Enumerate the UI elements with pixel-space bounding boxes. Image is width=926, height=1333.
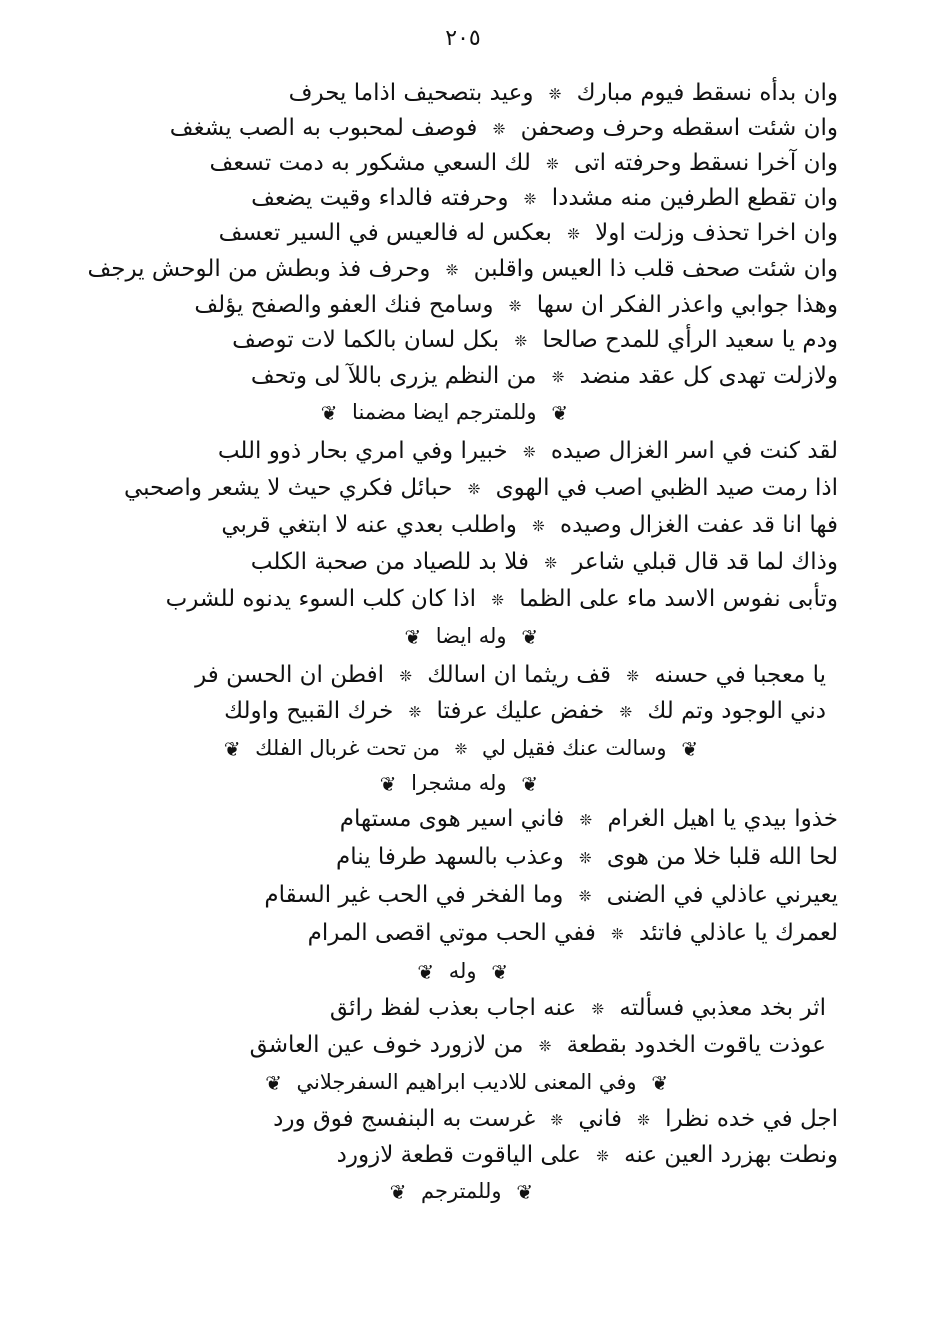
verse-line: [224, 696, 826, 727]
verse-first-hemistich: وان اخرا تحذف وزلت اولا: [595, 220, 838, 246]
verse-line: [336, 842, 838, 873]
verse-line: [209, 148, 838, 179]
heading-text: وللمترجم ايضا مضمنا: [352, 400, 537, 424]
verse-second-hemistich: وحرف فذ وبطش من الوحش يرجف: [87, 256, 431, 282]
verse-line: [264, 880, 838, 911]
star-separator-icon: ❊: [611, 924, 624, 943]
verse-third-part: افطن ان الحسن فر: [195, 662, 385, 688]
star-separator-icon: ❊: [399, 666, 412, 685]
ornament-right-icon: ❦: [521, 772, 538, 796]
verse-line: [166, 584, 838, 615]
section-heading: [396, 621, 546, 652]
verse-second-hemistich: لك السعي مشكور به دمت تسعف: [209, 150, 531, 176]
verse-line: [232, 325, 838, 356]
verse-first-hemistich: ولازلت تهدى كل عقد منضد: [579, 363, 838, 389]
verse-first-hemistich: وذاك لما قد قال قبلي شاعر: [572, 549, 838, 575]
verse-first-hemistich: يعيرني عاذلي في الضنى: [606, 882, 838, 908]
ornament-left-icon: ❦: [223, 737, 241, 761]
verse-line: [250, 1030, 826, 1061]
verse-line: [195, 660, 826, 691]
section-heading: [409, 956, 516, 987]
verse-line: [340, 804, 838, 835]
star-separator-icon: ❊: [522, 442, 536, 461]
section-heading: [372, 768, 546, 799]
star-separator-icon: ❊: [467, 479, 481, 498]
star-separator-icon: ❊: [508, 296, 522, 315]
verse-first-hemistich: وتأبى نفوس الاسد ماء على الظما: [519, 586, 838, 612]
star-separator-icon: ❊: [408, 702, 422, 721]
star-separator-icon: ❊: [579, 848, 592, 867]
page-number: ٢٠٥: [445, 26, 481, 51]
star-separator-icon: ❊: [548, 84, 562, 103]
verse-second-hemistich: واطلب بعدي عنه لا ابتغي قربي: [221, 512, 517, 538]
ornament-right-icon: ❦: [681, 737, 698, 761]
verse-second-hemistich: ففي الحب موتي اقصى المرام: [307, 920, 596, 946]
star-separator-icon: ❊: [567, 224, 580, 243]
star-separator-icon: ❊: [546, 154, 559, 173]
verse-second-hemistich: خفض عليك عرفتا: [436, 698, 605, 724]
verse-line: [308, 918, 838, 949]
section-heading: [257, 1067, 676, 1098]
star-separator-icon: ❊: [579, 810, 593, 829]
verse-first-hemistich: لعمرك يا عاذلي فاتئد: [639, 920, 838, 946]
verse-second-hemistich: من لازورد خوف عين العاشق: [249, 1032, 524, 1058]
verse-first-hemistich: لحا الله قلبا خلا من هوى: [606, 844, 838, 870]
section-heading: [216, 733, 706, 764]
section-heading: [382, 1176, 541, 1207]
verse-first-hemistich: خذوا بيدي يا اهيل الغرام: [607, 806, 838, 832]
verse-third-part: خرك القبيح واولك: [224, 698, 394, 724]
verse-second-hemistich: قف ريثما ان اسالك: [427, 662, 612, 688]
star-separator-icon: ❊: [637, 1110, 650, 1129]
heading-text: وسالت عنك فقيل لي: [481, 736, 667, 760]
verse-line: [221, 510, 838, 541]
verse-second-hemistich: خبيرا وفي امري بحار ذوو اللب: [217, 438, 508, 464]
heading-text: وله مشجرا: [411, 771, 507, 795]
verse-first-hemistich: وان تقطع الطرفين منه مشددا: [551, 185, 838, 211]
verse-second-hemistich: اذا كان كلب السوء يدنوه للشرب: [165, 586, 477, 612]
ornament-left-icon: ❦: [389, 1180, 407, 1204]
verse-first-hemistich: فها انا قد عفت الغزال وصيده: [560, 512, 838, 538]
star-separator-icon: ❊: [532, 516, 545, 535]
verse-second-hemistich: وعذب بالسهد طرفا ينام: [336, 844, 564, 870]
verse-third-part: غرست به البنفسج فوق ورد: [273, 1106, 536, 1132]
ornament-left-icon: ❦: [320, 401, 338, 425]
star-separator-icon: ❊: [514, 331, 528, 350]
star-separator-icon: ❊: [619, 702, 633, 721]
heading-text: وللمترجم: [421, 1179, 502, 1203]
heading-text: وفي المعنى للاديب ابراهيم السفرجلاني: [296, 1070, 637, 1094]
verse-second-hemistich: فاني: [578, 1106, 622, 1132]
verse-line: [330, 993, 826, 1024]
verse-first-hemistich: اجل في خده نظرا: [665, 1106, 838, 1132]
verse-first-hemistich: ونطت بهزرد العين عنه: [624, 1142, 838, 1168]
verse-line: [194, 290, 838, 321]
ornament-right-icon: ❦: [551, 401, 568, 425]
verse-first-hemistich: وان آخرا نسقط وحرفته اتى: [574, 150, 838, 176]
star-separator-icon: ❊: [551, 367, 565, 386]
verse-second-hemistich: فوصف لمحبوب به الصب يشغف: [169, 115, 478, 141]
verse-second-hemistich: وما الفخر في الحب غير السقام: [264, 882, 564, 908]
ornament-left-icon: ❦: [265, 1071, 282, 1095]
verse-first-hemistich: وهذا جوابي واعذر الفكر ان سها: [536, 292, 838, 318]
verse-second-hemistich: وعيد بتصحيف اذاما يحرف: [288, 80, 534, 106]
star-separator-icon: ❊: [492, 119, 506, 138]
verse-second-hemistich: على الياقوت قطعة لازورد: [336, 1142, 581, 1168]
verse-line: [337, 1140, 838, 1171]
heading-text: وله ايضا: [435, 624, 507, 648]
verse-second-hemistich: وسامح فنك العفو والصفح يؤلف: [194, 292, 494, 318]
star-separator-icon: ❊: [445, 260, 459, 279]
verse-line: [251, 183, 838, 214]
verse-line: [251, 361, 838, 392]
verse-first-hemistich: عوذت ياقوت الخدود بقطعة: [566, 1032, 826, 1058]
verse-line: [219, 218, 838, 249]
star-separator-icon: ❊: [454, 740, 468, 758]
ornament-right-icon: ❦: [491, 960, 508, 984]
verse-first-hemistich: اثر بخد معذبي فسألته: [619, 995, 826, 1021]
star-separator-icon: ❊: [491, 590, 504, 609]
star-separator-icon: ❊: [550, 1110, 564, 1129]
star-separator-icon: ❊: [578, 886, 592, 905]
star-separator-icon: ❊: [538, 1036, 552, 1055]
ornament-left-icon: ❦: [417, 960, 435, 984]
verse-first-hemistich: اذا رمت صيد الظبي اصب في الهوى: [495, 475, 838, 501]
verse-second-hemistich: عنه اجاب بعذب لفظ رائق: [329, 995, 577, 1021]
verse-line: [124, 473, 838, 504]
verse-line: [170, 113, 838, 144]
verse-first-hemistich: وان شئت اسقطه وحرف وصحفن: [520, 115, 838, 141]
ornament-right-icon: ❦: [516, 1180, 533, 1204]
star-separator-icon: ❊: [544, 553, 557, 572]
verse-first-hemistich: دني الوجود وتم لك: [647, 698, 826, 724]
verse-line: [87, 254, 838, 285]
verse-first-hemistich: يا معجبا في حسنه: [654, 662, 826, 688]
star-separator-icon: ❊: [626, 666, 639, 685]
verse-line: [273, 1104, 838, 1135]
ornament-left-icon: ❦: [379, 772, 397, 796]
verse-second-hemistich: وحرفته فالداء وقيت يضعف: [251, 185, 509, 211]
heading-text-continued: من تحت غربال الفلك: [255, 736, 441, 760]
verse-first-hemistich: ودم يا سعيد الرأي للمدح صالحا: [542, 327, 838, 353]
verse-line: [251, 547, 838, 578]
ornament-right-icon: ❦: [521, 625, 538, 649]
verse-second-hemistich: فاني اسير هوى مستهام: [339, 806, 565, 832]
ornament-right-icon: ❦: [651, 1071, 668, 1095]
verse-second-hemistich: من النظم يزرى باللآ لى وتحف: [250, 363, 537, 389]
verse-first-hemistich: لقد كنت في اسر الغزال صيده: [550, 438, 838, 464]
ornament-left-icon: ❦: [404, 625, 422, 649]
verse-first-hemistich: وان بدأه نسقط فيوم مبارك: [576, 80, 838, 106]
verse-second-hemistich: حبائل فكري حيث لا يشعر واصحبي: [123, 475, 453, 501]
verse-line: [218, 436, 838, 467]
verse-second-hemistich: فلا بد للصياد من صحبة الكلب: [250, 549, 530, 575]
verse-second-hemistich: بعكس له فالعيس في السير تعسف: [218, 220, 552, 246]
star-separator-icon: ❊: [596, 1146, 609, 1165]
verse-line: [289, 78, 838, 109]
star-separator-icon: ❊: [591, 999, 605, 1018]
heading-text: وله: [448, 959, 477, 983]
section-heading: [313, 397, 576, 428]
star-separator-icon: ❊: [523, 189, 537, 208]
verse-first-hemistich: وان شئت صحف قلب ذا العيس واقلبن: [473, 256, 838, 282]
verse-second-hemistich: بكل لسان بالكما لات توصف: [232, 327, 500, 353]
